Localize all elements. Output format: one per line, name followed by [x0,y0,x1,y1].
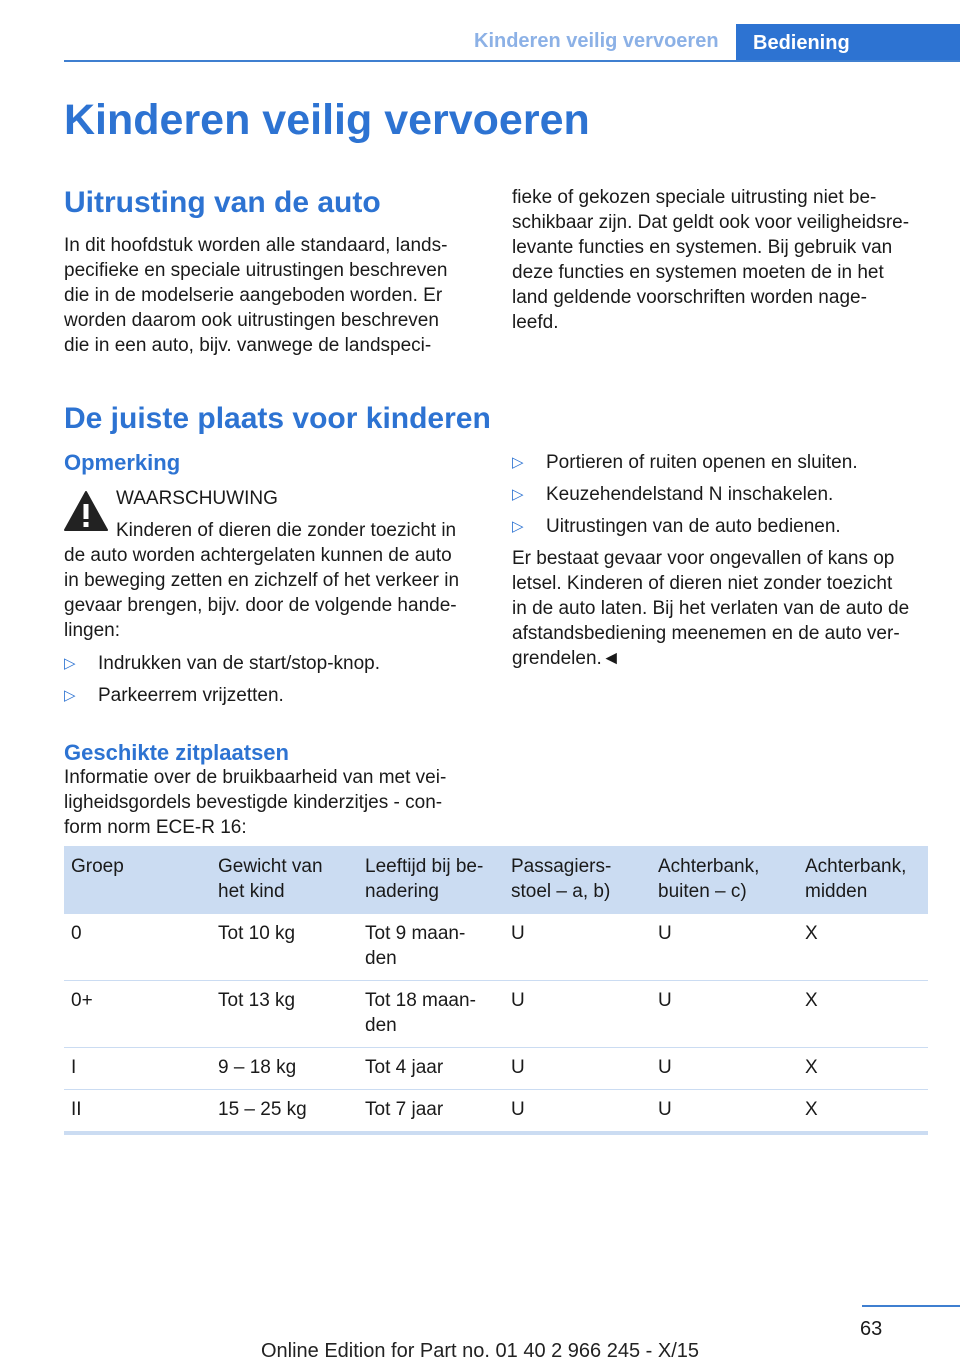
text-line: leefd. [512,312,559,333]
table-row [64,1048,928,1090]
list-item-text: Parkeerrem vrijzetten. [98,685,284,706]
table-cell: X [798,1048,928,1090]
text-line: Kinderen of dieren die zonder toezicht in [116,520,457,541]
text-line: form norm ECE-R 16: [64,817,247,838]
list-item [64,651,480,676]
table-cell: U [504,914,651,981]
seats-intro [64,765,480,840]
equipment-text-right [512,185,928,335]
column-header: Achterbank, midden [798,846,928,914]
table-cell: II [64,1090,211,1134]
warning-text [64,543,480,643]
table-cell: U [504,1090,651,1134]
header-section-title: Kinderen veilig vervoeren [474,30,719,52]
table-cell: X [798,914,928,981]
child-seat-table [64,846,928,1135]
list-item-text: Keuzehendelstand N inschakelen. [546,484,834,505]
list-item [512,450,928,475]
text-line: gevaar brengen, bijv. door de volgende hande- [64,595,457,616]
column-header: Achterbank, buiten – c) [651,846,798,914]
bullet-list-left [64,651,480,708]
text-line: schikbaar zijn. Dat geldt ook voor veiligheidsre- [512,212,910,233]
table-row [64,914,928,981]
table-cell: Tot 10 kg [211,914,358,981]
text-line: land geldende voorschriften worden nage- [512,287,867,308]
warning-icon [64,490,108,532]
page-title: Kinderen veilig vervoeren [64,96,590,144]
text-line: In dit hoofdstuk worden alle standaard, lands- [64,235,448,256]
text-line: worden daarom ook uitrustingen beschreven [64,310,439,331]
text-line: in de auto laten. Bij het verlaten van de auto de [512,598,910,619]
text-line: afstandsbediening meenemen en de auto ver- [512,623,900,644]
header-chapter-tab: Bediening [736,24,960,62]
table-cell: Tot 13 kg [211,981,358,1048]
table-cell: U [651,914,798,981]
bullet-triangle-icon: ▷ [64,655,76,672]
table-row [64,981,928,1048]
bullet-triangle-icon: ▷ [512,518,524,535]
table-cell: 15 – 25 kg [211,1090,358,1134]
table-cell: 9 – 18 kg [211,1048,358,1090]
danger-text [512,546,928,671]
list-item [512,482,928,507]
text-line: levante functies en systemen. Bij gebruik van [512,237,893,258]
table-cell: I [64,1048,211,1090]
list-item [64,683,480,708]
text-line: fieke of gekozen speciale uitrusting niet be- [512,187,877,208]
text-line: grendelen.◄ [512,648,621,669]
table-cell: Tot 18 maan- den [358,981,504,1048]
text-line: Er bestaat gevaar voor ongevallen of kans op [512,548,895,569]
text-line: deze functies en systemen moeten de in het [512,262,884,283]
text-line: die in de modelserie aangeboden worden. Er [64,285,443,306]
footer-edition: Online Edition for Part no. 01 40 2 966 245 - X/15 [260,1340,700,1362]
warning-text-first [116,518,486,543]
table-cell: Tot 9 maan- den [358,914,504,981]
section-heading-children-place: De juiste plaats voor kinderen [64,402,491,435]
text-line: letsel. Kinderen of dieren niet zonder toezicht [512,573,893,594]
table-cell: U [651,1090,798,1134]
subheading-suitable-seats: Geschikte zitplaatsen [64,740,289,765]
subheading-note: Opmerking [64,450,181,475]
list-item [512,514,928,539]
warning-label: WAARSCHUWING [116,488,278,509]
table-row [64,1090,928,1134]
column-header: Leeftijd bij be- nadering [358,846,504,914]
table-cell: X [798,981,928,1048]
page-number-rule [862,1305,960,1307]
table-cell: U [504,981,651,1048]
table-header-row [64,846,928,914]
text-line: in beweging zetten en zichzelf of het verkeer in [64,570,460,591]
list-item-text: Indrukken van de start/stop-knop. [98,653,380,674]
section-heading-equipment: Uitrusting van de auto [64,186,381,219]
table-cell: Tot 4 jaar [358,1048,504,1090]
text-line: de auto worden achtergelaten kunnen de auto [64,545,452,566]
table-cell: Tot 7 jaar [358,1090,504,1134]
table-cell: 0+ [64,981,211,1048]
bullet-triangle-icon: ▷ [512,454,524,471]
equipment-text-left [64,233,480,358]
table-cell: U [651,981,798,1048]
column-header: Groep [64,846,211,914]
text-line: ligheidsgordels bevestigde kinderzitjes - con- [64,792,443,813]
text-line: pecifieke en speciale uitrustingen beschreven [64,260,448,281]
column-header: Gewicht van het kind [211,846,358,914]
list-item-text: Uitrustingen van de auto bedienen. [546,516,841,537]
table-cell: X [798,1090,928,1134]
page-number: 63 [860,1318,883,1340]
column-header: Passagiers- stoel – a, b) [504,846,651,914]
table-cell: U [651,1048,798,1090]
table-cell: U [504,1048,651,1090]
list-item-text: Portieren of ruiten openen en sluiten. [546,452,858,473]
text-line: lingen: [64,620,120,641]
text-line: Informatie over de bruikbaarheid van met vei- [64,767,447,788]
bullet-list-right [512,450,928,539]
bullet-triangle-icon: ▷ [64,687,76,704]
header-rule [64,60,960,62]
text-line: die in een auto, bijv. vanwege de landspeci- [64,335,432,356]
bullet-triangle-icon: ▷ [512,486,524,503]
table-cell: 0 [64,914,211,981]
